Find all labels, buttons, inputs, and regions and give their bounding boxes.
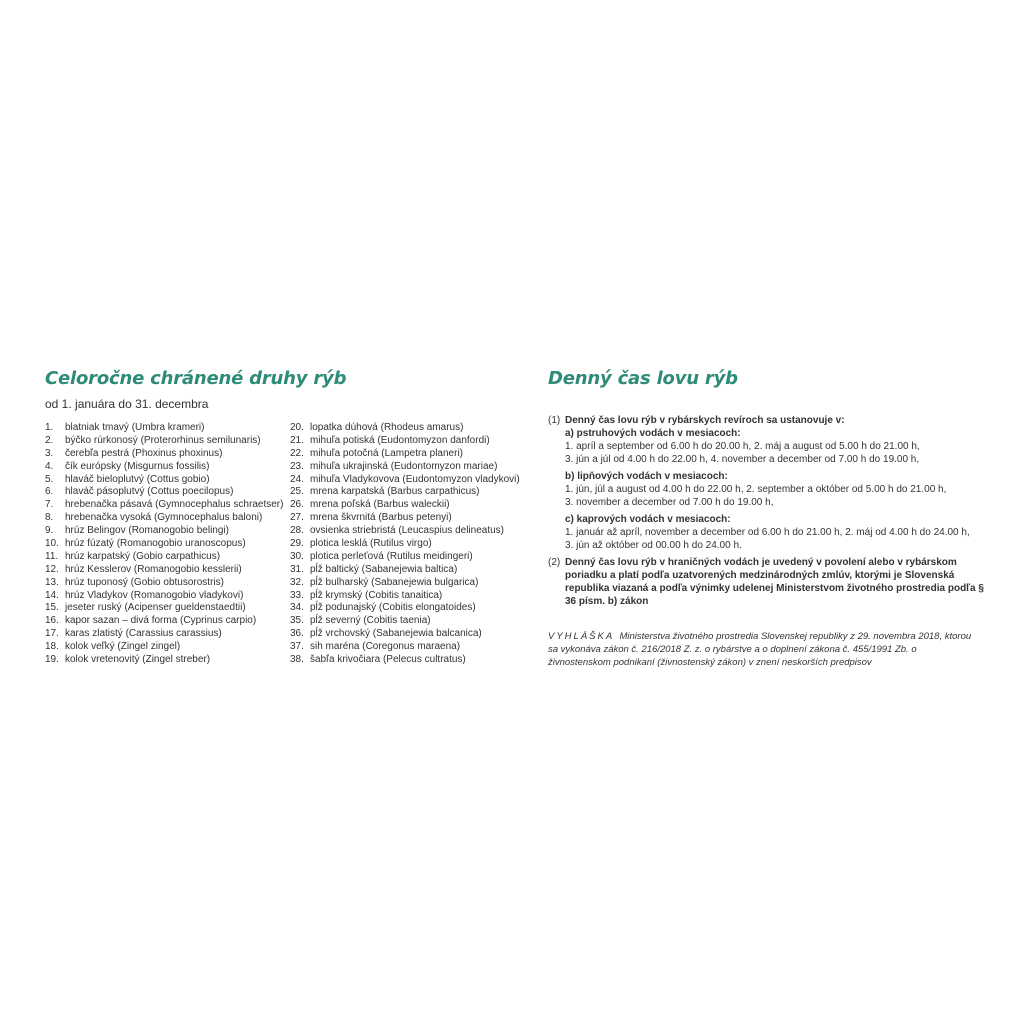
fish-list-item [45, 486, 285, 499]
fish-item-name: kapor sazan – divá forma (Cyprinus carpio) [65, 615, 257, 627]
fish-list-item [45, 525, 285, 538]
fish-list-item [45, 641, 285, 654]
fish-item-name: mihuľa potiská (Eudontomyzon danfordi) [310, 434, 490, 446]
decree-label: VYHLÁŠKA [548, 631, 615, 642]
fish-list-item [290, 615, 530, 628]
fish-list-item [45, 551, 285, 564]
grayling-waters-line-2: 3. november a december od 7.00 h do 19.00 h, [565, 497, 774, 508]
fish-item-name: sih maréna (Coregonus maraena) [310, 641, 461, 653]
grayling-waters-line-1: 1. jún, júl a august od 4.00 h do 22.00 h, 2. september a október od 5.00 h do 21.00 h, [565, 484, 947, 495]
fish-item-number: 31. [290, 563, 304, 575]
fish-list-item [290, 602, 530, 615]
fish-list-item [290, 486, 530, 499]
trout-waters-heading: a) pstruhových vodách v mesiacoch: [565, 428, 741, 439]
fish-item-name: hrebenačka vysoká (Gymnocephalus baloni) [65, 512, 263, 524]
fish-item-number: 15. [45, 602, 59, 614]
fish-item-name: mrena poľská (Barbus waleckii) [310, 499, 450, 511]
fish-item-name: čík európsky (Misgurnus fossilis) [65, 460, 210, 472]
decree-text: Ministerstva životného prostredia Slovenskej republiky z 29. novembra 2018, ktorou sa vykonáva zákon č. 216/2018 Z. z. o rybárstve a o doplnení zákona č. 455/1991 Zb. o živnostenskom podnikaní (živnostenský zákon) v znení neskorších predpisov [548, 631, 972, 668]
fish-list-item [290, 512, 530, 525]
fish-item-number: 36. [290, 628, 304, 640]
fish-item-number: 14. [45, 589, 59, 601]
fish-list-item [45, 448, 285, 461]
fish-list-item [290, 448, 530, 461]
fish-item-number: 18. [45, 641, 59, 653]
fish-list-item [290, 628, 530, 641]
fish-list-item [290, 538, 530, 551]
fish-list-item [45, 602, 285, 615]
fish-item-number: 35. [290, 615, 304, 627]
fish-item-name: hrebenačka pásavá (Gymnocephalus schraetser) [65, 499, 284, 511]
fish-item-number: 4. [45, 460, 54, 472]
fish-item-name: hrúz karpatský (Gobio carpathicus) [65, 550, 221, 562]
fish-item-number: 25. [290, 486, 304, 498]
fish-list-item [290, 461, 530, 474]
fish-list-item [290, 641, 530, 654]
fish-item-number: 24. [290, 473, 304, 485]
fish-item-number: 8. [45, 512, 54, 524]
fish-item-number: 22. [290, 447, 304, 459]
fishing-time-rule-2 [548, 556, 988, 608]
fish-item-number: 13. [45, 576, 59, 588]
fish-item-name: kolok veľký (Zingel zingel) [65, 641, 181, 653]
trout-waters-line-1: 1. apríl a september od 6.00 h do 20.00 h, 2. máj a august od 5.00 h do 21.00 h, [565, 441, 920, 452]
fish-item-name: hlaváč bieloplutvý (Cottus gobio) [65, 473, 210, 485]
fish-item-number: 3. [45, 447, 54, 459]
fish-item-name: čerebľa pestrá (Phoxinus phoxinus) [65, 447, 223, 459]
fish-item-name: kolok vretenovitý (Zingel streber) [65, 654, 211, 666]
fish-item-number: 7. [45, 499, 54, 511]
fish-item-name: pĺž krymský (Cobitis tanaitica) [310, 589, 443, 601]
protected-fish-list-column-1 [45, 422, 285, 667]
fish-item-name: hrúz fúzatý (Romanogobio uranoscopus) [65, 538, 246, 550]
fish-item-name: mrena škvrnitá (Barbus petenyi) [310, 512, 452, 524]
fish-list-item [290, 590, 530, 603]
fish-item-number: 1. [45, 422, 54, 433]
fish-item-number: 27. [290, 512, 304, 524]
fish-list-item [45, 499, 285, 512]
fish-item-name: pĺž vrchovský (Sabanejewia balcanica) [310, 628, 482, 640]
fish-item-name: plotica perleťová (Rutilus meidingeri) [310, 550, 473, 562]
carp-waters-heading: c) kaprových vodách v mesiacoch: [565, 514, 731, 525]
fish-item-name: hrúz tuponosý (Gobio obtusorostris) [65, 576, 224, 588]
fish-item-number: 37. [290, 641, 304, 653]
fish-item-number: 29. [290, 538, 304, 550]
fish-item-name: lopatka dúhová (Rhodeus amarus) [310, 422, 464, 433]
fish-item-name: mihuľa potočná (Lampetra planeri) [310, 447, 463, 459]
grayling-waters-heading: b) lipňových vodách v mesiacoch: [565, 471, 728, 482]
fish-item-name: pĺž severný (Cobitis taenia) [310, 615, 431, 627]
fish-item-name: plotica lesklá (Rutilus virgo) [310, 538, 432, 550]
fish-list-item [290, 564, 530, 577]
right-section-title: Denný čas lovu rýb [548, 368, 738, 389]
fish-list-item [45, 461, 285, 474]
fish-item-name: hlaváč pásoplutvý (Cottus poecilopus) [65, 486, 234, 498]
fish-list-item [45, 628, 285, 641]
fish-item-number: 11. [45, 550, 59, 562]
fish-item-number: 19. [45, 654, 59, 666]
fish-item-number: 6. [45, 486, 54, 498]
fish-item-name: ovsienka striebristá (Leucaspius delineatus) [310, 525, 504, 537]
fish-list-item [290, 499, 530, 512]
fish-list-item [45, 564, 285, 577]
protection-period-subtitle: od 1. januára do 31. decembra [45, 397, 209, 411]
protected-fish-list-column-2 [290, 422, 530, 667]
fish-item-name: hrúz Kesslerov (Romanogobio kesslerii) [65, 563, 242, 575]
fish-item-number: 20. [290, 422, 304, 433]
fish-item-number: 30. [290, 550, 304, 562]
rule-2-number: (2) [548, 557, 561, 568]
fish-item-number: 17. [45, 628, 59, 640]
fish-list-item [45, 538, 285, 551]
fish-item-number: 32. [290, 576, 304, 588]
fish-list-item [45, 512, 285, 525]
fish-item-name: jeseter ruský (Acipenser gueldenstaedtii) [65, 602, 246, 614]
fish-list-item [45, 654, 285, 667]
decree-note [548, 630, 978, 669]
fish-list-item [290, 577, 530, 590]
fish-item-name: mrena karpatská (Barbus carpathicus) [310, 486, 480, 498]
rule-1-body [565, 427, 988, 552]
fish-item-name: karas zlatistý (Carassius carassius) [65, 628, 222, 640]
fish-item-name: blatniak tmavý (Umbra krameri) [65, 422, 205, 433]
fish-list-item [45, 474, 285, 487]
fish-list-item [290, 525, 530, 538]
fish-list-item [290, 422, 530, 435]
fish-item-name: hrúz Vladykov (Romanogobio vladykovi) [65, 589, 244, 601]
fish-list-item [45, 435, 285, 448]
left-section-title: Celoročne chránené druhy rýb [45, 368, 347, 389]
fish-item-number: 10. [45, 538, 59, 550]
fish-list-item [290, 435, 530, 448]
fish-list-item [290, 474, 530, 487]
fish-item-number: 26. [290, 499, 304, 511]
fish-item-number: 21. [290, 434, 304, 446]
fish-item-name: býčko rúrkonosý (Proterorhinus semilunaris) [65, 434, 261, 446]
fish-item-name: mihuľa ukrajinská (Eudontomyzon mariae) [310, 460, 498, 472]
fish-item-number: 28. [290, 525, 304, 537]
rule-2-text: Denný čas lovu rýb v hraničných vodách je uvedený v povolení alebo v rybárskom poriadku a platí podľa uzatvorených medzinárodných zmlúv, ktorými je Slovenská republika viazaná a podľa výnimky udelenej Ministerstvom životného prostredia podľa § 36 písm. b) zákon [565, 557, 984, 607]
fish-list-item [45, 590, 285, 603]
fishing-time-rule-1 [548, 414, 988, 552]
fish-item-number: 16. [45, 615, 59, 627]
fish-list-item [290, 654, 530, 667]
fish-item-number: 5. [45, 473, 54, 485]
carp-waters-line-2: 3. jún až október od 00.00 h do 24.00 h. [565, 540, 742, 551]
rule-2-heading [548, 556, 988, 608]
rule-1-number: (1) [548, 415, 561, 426]
rule-1-heading [548, 414, 988, 427]
fish-item-number: 23. [290, 460, 304, 472]
fish-item-name: hrúz Belingov (Romanogobio belingi) [65, 525, 229, 537]
fish-list-item [45, 615, 285, 628]
fish-item-name: pĺž podunajský (Cobitis elongatoides) [310, 602, 476, 614]
fish-item-name: šabľa krivočiara (Pelecus cultratus) [310, 654, 466, 666]
trout-waters-line-2: 3. jún a júl od 4.00 h do 22.00 h, 4. november a december od 7.00 h do 19.00 h, [565, 454, 920, 465]
fish-item-number: 38. [290, 654, 304, 666]
fish-item-number: 2. [45, 434, 54, 446]
fish-list-item [45, 422, 285, 435]
fish-item-name: pĺž bulharský (Sabanejewia bulgarica) [310, 576, 479, 588]
fish-item-name: mihuľa Vladykovova (Eudontomyzon vladykovi) [310, 473, 520, 485]
fish-item-number: 34. [290, 602, 304, 614]
fish-item-number: 9. [45, 525, 54, 537]
fish-list-item [290, 551, 530, 564]
rule-1-text: Denný čas lovu rýb v rybárskych revíroch sa ustanovuje v: [565, 415, 845, 426]
carp-waters-line-1: 1. január až apríl, november a december od 6.00 h do 21.00 h, 2. máj od 4.00 h do 24.00 h, [565, 527, 970, 538]
fish-item-number: 12. [45, 563, 59, 575]
fish-item-name: pĺž baltický (Sabanejewia baltica) [310, 563, 458, 575]
fish-item-number: 33. [290, 589, 304, 601]
fish-list-item [45, 577, 285, 590]
